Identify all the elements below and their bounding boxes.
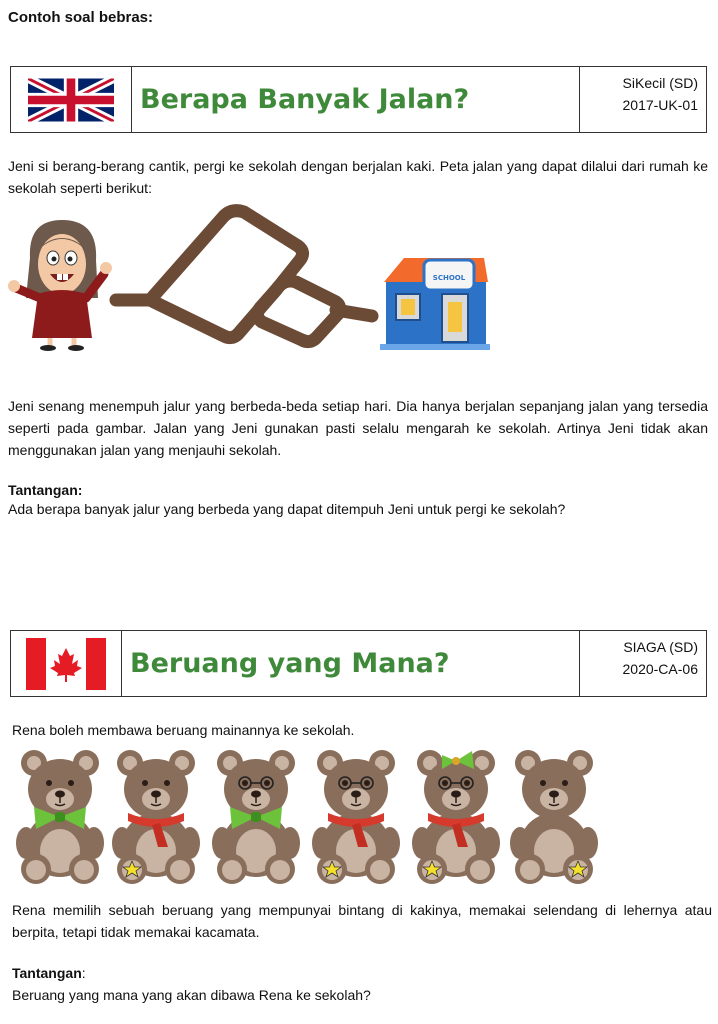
task1-intro: Jeni si berang-berang cantik, pergi ke sekolah dengan berjalan kaki. Peta jalan yang dapat dilalui dari rumah ke sekolah seperti berikut: <box>8 158 708 196</box>
task1-challenge: Ada berapa banyak jalur yang berbeda yang dapat ditempuh Jeni untuk pergi ke sekolah? <box>8 501 566 517</box>
task2-code: 2020-CA-06 <box>622 661 698 677</box>
task2-header <box>10 630 707 697</box>
task2-challenge-colon: : <box>81 965 86 981</box>
teddy-bear-1 <box>12 747 108 887</box>
task1-code: 2017-UK-01 <box>622 97 698 113</box>
task1-flag-cell <box>11 67 132 132</box>
task1-challenge-label: Tantangan: <box>8 482 83 498</box>
task2-title: Beruang yang Mana? <box>122 631 580 696</box>
girl-figure <box>8 220 112 351</box>
teddy-bear-5 <box>408 747 504 887</box>
teddy-bear-4 <box>308 747 404 887</box>
teddy-bear-3 <box>208 747 304 887</box>
task1-meta <box>580 67 706 132</box>
task1-title: Berapa Banyak Jalan? <box>132 67 580 132</box>
page-heading: Contoh soal bebras: <box>8 9 154 26</box>
road-map <box>116 211 372 342</box>
canada-flag-icon <box>26 638 106 690</box>
task2-flag-cell <box>11 631 122 696</box>
task1-header <box>10 66 707 133</box>
task1-body: Jeni senang menempuh jalur yang berbeda-beda setiap hari. Dia hanya berjalan sepanjang jalan yang tersedia seperti pada gambar. Jalan yang Jeni gunakan pasti selalu mengarah ke sekolah. Artinya Jeni tidak akan menggunakan jalan yang menjauhi sekolah. <box>8 398 708 458</box>
task2-intro: Rena boleh membawa beruang mainannya ke sekolah. <box>12 722 355 738</box>
task2-meta <box>580 631 706 696</box>
task2-challenge: Beruang yang mana yang akan dibawa Rena ke sekolah? <box>12 987 371 1003</box>
task2-challenge-line-1 <box>12 962 712 984</box>
school-sign: SCHOOL <box>432 274 466 282</box>
uk-flag-icon <box>28 72 114 128</box>
task2-category: SIAGA (SD) <box>623 639 698 655</box>
task1-category: SiKecil (SD) <box>622 75 698 91</box>
task2-body: Rena memilih sebuah beruang yang mempunyai bintang di kakinya, memakai selendang di lehernya atau berpita, tetapi tidak memakai kacamata. <box>12 902 712 940</box>
task2-challenge-label: Tantangan <box>12 965 82 981</box>
teddy-bear-6 <box>506 747 602 887</box>
school-building <box>380 258 490 350</box>
task1-illustration <box>0 198 718 358</box>
teddy-bear-2 <box>108 747 204 887</box>
